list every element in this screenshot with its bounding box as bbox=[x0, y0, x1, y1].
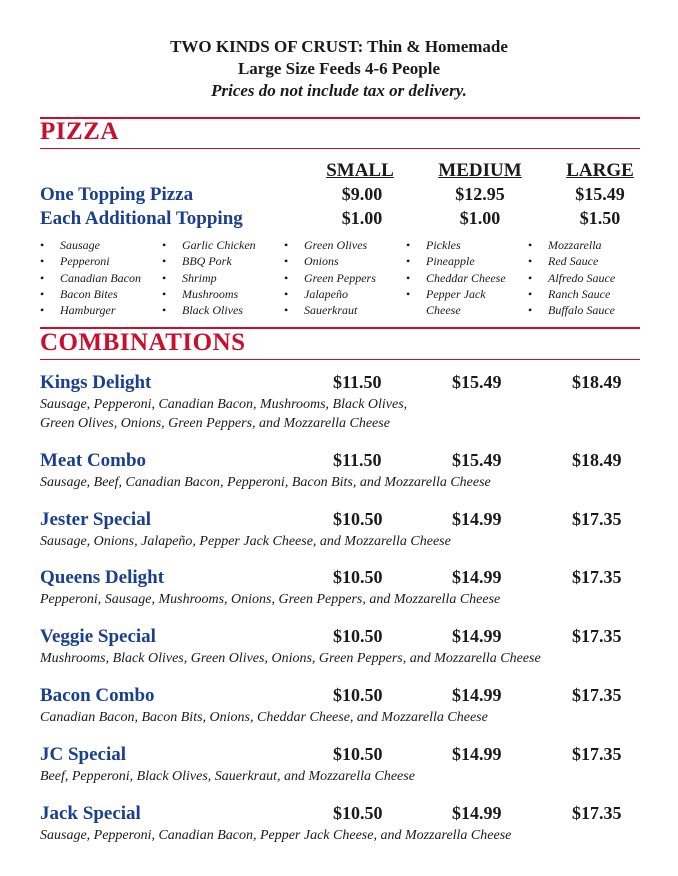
topping-item: • Jalapeño bbox=[284, 286, 376, 302]
topping-item: • Garlic Chicken bbox=[162, 237, 256, 253]
price-large: $15.49 bbox=[575, 184, 625, 204]
toppings-column bbox=[406, 237, 506, 318]
combo-name: Jack Special bbox=[40, 803, 141, 824]
price-row-name: One Topping Pizza bbox=[40, 184, 194, 205]
combo-description-line: Sausage, Pepperoni, Canadian Bacon, Mushrooms, Black Olives, bbox=[40, 397, 408, 412]
combo-description: Sausage, Onions, Jalapeño, Pepper Jack Cheese, and Mozzarella Cheese bbox=[40, 534, 451, 549]
combo-price-medium: $14.99 bbox=[452, 803, 502, 823]
combo-price-medium: $14.99 bbox=[452, 685, 502, 705]
menu-header bbox=[0, 36, 678, 102]
toppings-column bbox=[528, 237, 615, 318]
combo-price-medium: $15.49 bbox=[452, 450, 502, 470]
combo-price-large: $17.35 bbox=[572, 567, 622, 587]
section-rule-bottom bbox=[40, 148, 640, 149]
combo-description: Canadian Bacon, Bacon Bits, Onions, Cheddar Cheese, and Mozzarella Cheese bbox=[40, 710, 488, 725]
topping-item: • Ranch Sauce bbox=[528, 286, 615, 302]
combo-price-small: $10.50 bbox=[333, 567, 383, 587]
topping-item: • Sausage bbox=[40, 237, 141, 253]
combo-price-large: $17.35 bbox=[572, 509, 622, 529]
combo-name: Veggie Special bbox=[40, 626, 156, 647]
combo-name: Queens Delight bbox=[40, 567, 165, 588]
topping-item: • Mozzarella bbox=[528, 237, 615, 253]
topping-item: • Mushrooms bbox=[162, 286, 256, 302]
column-medium: MEDIUM bbox=[438, 160, 522, 181]
section-rule-bottom bbox=[40, 359, 640, 360]
combo-price-medium: $14.99 bbox=[452, 626, 502, 646]
size-info: Large Size Feeds 4-6 People bbox=[237, 59, 441, 78]
topping-item: • Bacon Bites bbox=[40, 286, 141, 302]
price-small: $1.00 bbox=[341, 208, 383, 228]
combo-name: JC Special bbox=[40, 744, 127, 765]
combo-price-small: $11.50 bbox=[333, 372, 382, 392]
topping-item: • Pepperoni bbox=[40, 253, 141, 269]
price-medium: $1.00 bbox=[459, 208, 501, 228]
topping-item: • Onions bbox=[284, 253, 376, 269]
combo-name: Kings Delight bbox=[40, 372, 152, 393]
combo-description bbox=[40, 395, 640, 433]
combinations-section-title: COMBINATIONS bbox=[40, 329, 246, 356]
column-large: LARGE bbox=[566, 160, 634, 181]
combo-name: Bacon Combo bbox=[40, 685, 155, 706]
topping-item: • Pickles bbox=[406, 237, 506, 253]
topping-item: • Red Sauce bbox=[528, 253, 615, 269]
combo-description: Sausage, Beef, Canadian Bacon, Pepperoni, Bacon Bits, and Mozzarella Cheese bbox=[40, 475, 491, 490]
topping-item: • Green Olives bbox=[284, 237, 376, 253]
topping-item: • Shrimp bbox=[162, 270, 256, 286]
topping-item: • Pepper Jack bbox=[406, 286, 506, 302]
combo-price-large: $17.35 bbox=[572, 744, 622, 764]
topping-item-continued: Cheese bbox=[426, 303, 461, 318]
topping-item: • Pineapple bbox=[406, 253, 506, 269]
combo-name: Jester Special bbox=[40, 509, 151, 530]
combo-price-medium: $15.49 bbox=[452, 372, 502, 392]
combo-price-large: $18.49 bbox=[572, 450, 622, 470]
toppings-column bbox=[40, 237, 141, 318]
topping-item: • Canadian Bacon bbox=[40, 270, 141, 286]
price-row bbox=[40, 184, 640, 206]
topping-item: • Black Olives bbox=[162, 302, 256, 318]
topping-item: • Cheddar Cheese bbox=[406, 270, 506, 286]
toppings-column bbox=[284, 237, 376, 318]
combo-price-small: $10.50 bbox=[333, 685, 383, 705]
combo-price-large: $17.35 bbox=[572, 803, 622, 823]
section-rule-top bbox=[40, 117, 640, 119]
price-disclaimer: Prices do not include tax or delivery. bbox=[211, 81, 467, 100]
combo-description: Pepperoni, Sausage, Mushrooms, Onions, Green Peppers, and Mozzarella Cheese bbox=[40, 592, 501, 607]
topping-item: • Green Peppers bbox=[284, 270, 376, 286]
combo-price-large: $17.35 bbox=[572, 626, 622, 646]
crust-info: TWO KINDS OF CRUST: Thin & Homemade bbox=[170, 37, 508, 56]
combo-description: Beef, Pepperoni, Black Olives, Sauerkraut, and Mozzarella Cheese bbox=[40, 769, 415, 784]
combo-price-large: $17.35 bbox=[572, 685, 622, 705]
combo-description: Sausage, Pepperoni, Canadian Bacon, Pepper Jack Cheese, and Mozzarella Cheese bbox=[40, 828, 512, 843]
combo-description: Mushrooms, Black Olives, Green Olives, Onions, Green Peppers, and Mozzarella Cheese bbox=[40, 651, 541, 666]
column-small: SMALL bbox=[326, 160, 394, 181]
topping-item: • Sauerkraut bbox=[284, 302, 376, 318]
toppings-column bbox=[162, 237, 256, 318]
combo-price-large: $18.49 bbox=[572, 372, 622, 392]
combo-name: Meat Combo bbox=[40, 450, 147, 471]
price-row bbox=[40, 208, 640, 230]
topping-item: • BBQ Pork bbox=[162, 253, 256, 269]
price-small: $9.00 bbox=[341, 184, 383, 204]
combo-price-medium: $14.99 bbox=[452, 567, 502, 587]
price-row-name: Each Additional Topping bbox=[40, 208, 243, 229]
combo-price-small: $10.50 bbox=[333, 626, 383, 646]
topping-item: • Buffalo Sauce bbox=[528, 302, 615, 318]
price-medium: $12.95 bbox=[455, 184, 505, 204]
pizza-section-title: PIZZA bbox=[40, 118, 119, 145]
combo-price-small: $11.50 bbox=[333, 450, 382, 470]
combo-price-small: $10.50 bbox=[333, 509, 383, 529]
topping-item: • Alfredo Sauce bbox=[528, 270, 615, 286]
price-large: $1.50 bbox=[579, 208, 621, 228]
combo-price-medium: $14.99 bbox=[452, 744, 502, 764]
combo-price-small: $10.50 bbox=[333, 744, 383, 764]
combo-description-line: Green Olives, Onions, Green Peppers, and Mozzarella Cheese bbox=[40, 416, 390, 431]
combo-price-medium: $14.99 bbox=[452, 509, 502, 529]
topping-item: • Hamburger bbox=[40, 302, 141, 318]
combo-price-small: $10.50 bbox=[333, 803, 383, 823]
